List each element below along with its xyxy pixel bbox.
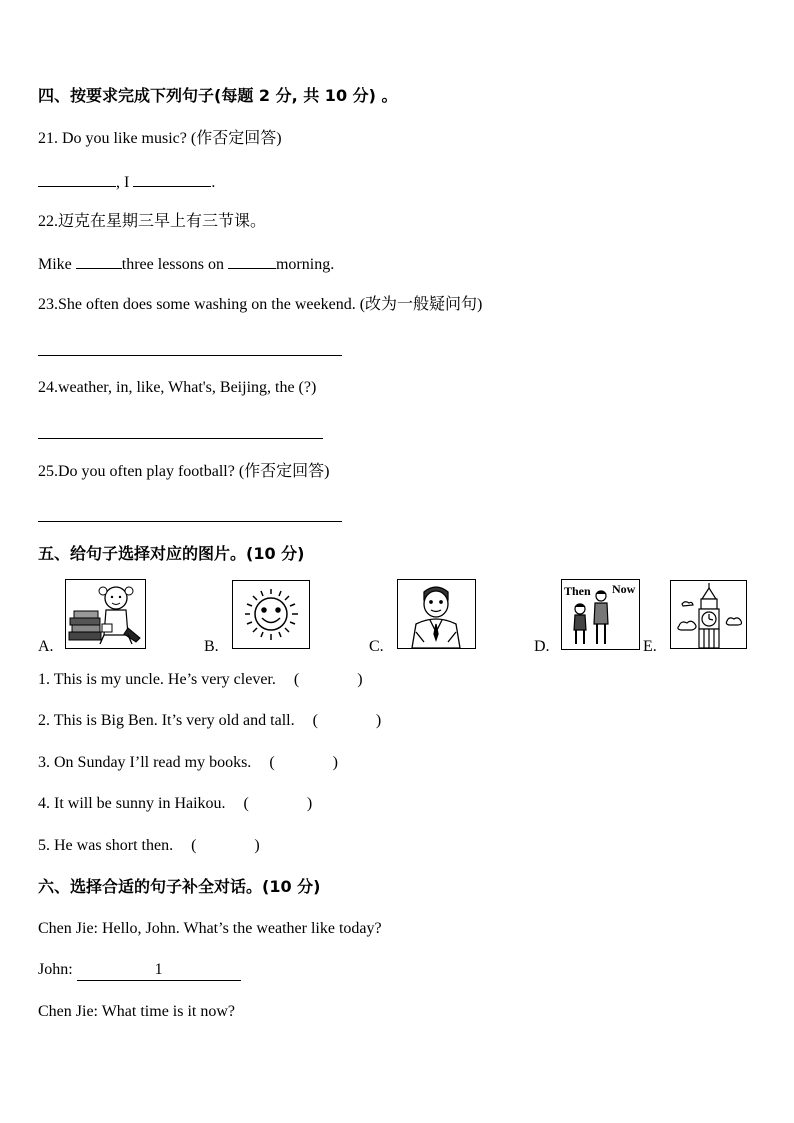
- dialogue-blank-1[interactable]: [77, 960, 241, 981]
- answer-line[interactable]: [38, 355, 342, 356]
- answer-paren-close: ): [332, 754, 338, 771]
- then-now-kids-icon: [561, 579, 640, 650]
- section-5-heading: 五、给句子选择对应的图片。(10 分): [38, 544, 305, 563]
- answer-blank[interactable]: [228, 253, 276, 269]
- question-22-answer: [38, 253, 334, 275]
- answer-paren-open: (: [269, 754, 275, 771]
- match-item-4: [38, 794, 312, 814]
- option-label-a: A.: [38, 638, 54, 655]
- big-ben-icon: [670, 580, 747, 649]
- answer-end: .: [211, 174, 216, 191]
- answer-paren-close: ): [375, 712, 382, 729]
- blank-number: 1: [154, 961, 163, 978]
- answer-paren-close: ): [254, 837, 260, 854]
- match-sentence: 5. He was short then.: [38, 837, 174, 854]
- question-21-answer: [38, 171, 215, 193]
- answer-paren-close: ): [306, 795, 313, 812]
- answer-paren-open: (: [293, 671, 300, 688]
- girl-reading-books-icon: [65, 579, 146, 649]
- then-label: Then: [564, 584, 591, 598]
- answer-blank[interactable]: [133, 171, 211, 187]
- match-sentence: 1. This is my uncle. He’s very clever.: [38, 671, 276, 688]
- option-label-e: E.: [643, 638, 657, 655]
- answer-word: morning.: [275, 256, 335, 273]
- answer-word: Mike: [38, 256, 72, 273]
- match-sentence: 2. This is Big Ben. It’s very old and tall.: [38, 712, 295, 729]
- match-sentence: 4. It will be sunny in Haikou.: [38, 795, 226, 812]
- answer-blank[interactable]: [76, 253, 122, 269]
- section-6-heading: 六、选择合适的句子补全对话。(10 分): [38, 877, 321, 896]
- question-22: 22.迈克在星期三早上有三节课。: [38, 213, 267, 230]
- question-23: 23.She often does some washing on the weekend. (改为一般疑问句): [38, 296, 483, 313]
- question-24: 24.weather, in, like, What's, Beijing, the (?): [38, 379, 317, 396]
- section-4-heading: 四、按要求完成下列句子(每题 2 分, 共 10 分) 。: [38, 86, 398, 105]
- dialogue-line-2: [38, 960, 241, 981]
- answer-paren-close: ): [357, 671, 363, 688]
- answer-line[interactable]: [38, 521, 342, 522]
- answer-blank[interactable]: [38, 171, 116, 187]
- dialogue-line-3: Chen Jie: What time is it now?: [38, 1003, 236, 1020]
- option-label-c: C.: [369, 638, 384, 655]
- match-item-2: [38, 711, 381, 731]
- man-in-suit-icon: [397, 579, 476, 649]
- answer-line[interactable]: [38, 438, 323, 439]
- question-25: 25.Do you often play football? (作否定回答): [38, 463, 330, 480]
- now-label: Now: [612, 582, 636, 596]
- match-item-1: [38, 670, 363, 690]
- speaker-name: John:: [38, 961, 73, 978]
- smiling-sun-icon: [232, 580, 310, 649]
- question-21: 21. Do you like music? (作否定回答): [38, 130, 282, 147]
- match-item-5: [38, 836, 260, 856]
- option-label-d: D.: [534, 638, 550, 655]
- answer-paren-open: (: [243, 795, 249, 812]
- answer-paren-open: (: [312, 712, 318, 729]
- answer-word: three lessons on: [121, 256, 224, 273]
- option-label-b: B.: [204, 638, 219, 655]
- match-sentence: 3. On Sunday I’ll read my books.: [38, 754, 252, 771]
- answer-paren-open: (: [191, 837, 197, 854]
- dialogue-line-1: Chen Jie: Hello, John. What’s the weather like today?: [38, 920, 382, 937]
- match-item-3: [38, 753, 338, 773]
- answer-separator: , I: [116, 174, 130, 191]
